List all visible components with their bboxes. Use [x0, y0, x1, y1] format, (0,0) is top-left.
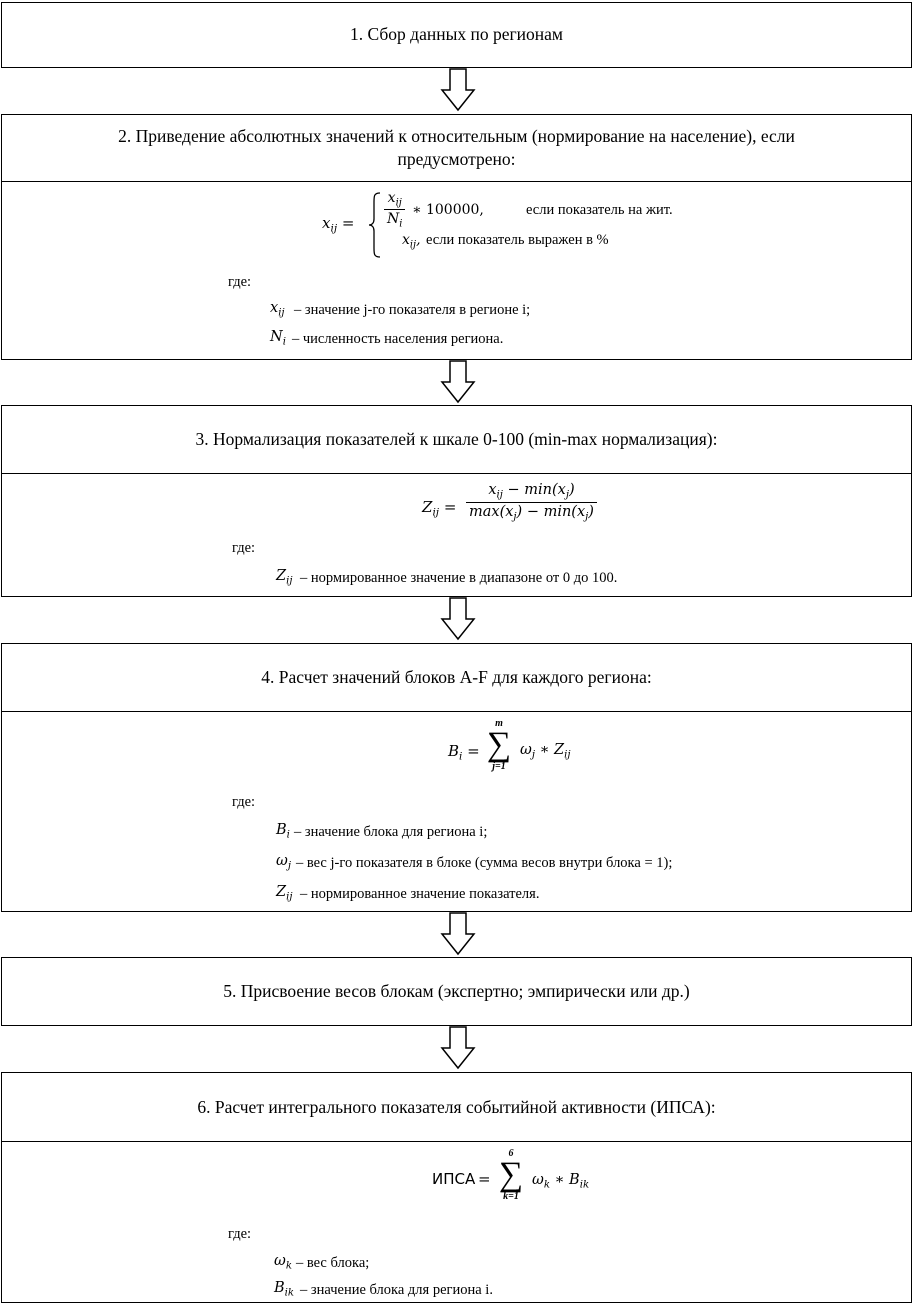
step-5-box — [1, 957, 912, 1026]
definition-item: – вес блока; — [296, 1255, 370, 1271]
arrow-down-icon — [440, 597, 476, 641]
step-3-content: $Z_{ij}$ = $\frac{x_{ij} - \min(x_j)}{\max(x_j) - \min(x_j)}$ где: $Z_{ij}$ – нормированное значение в диапазоне от 0 до 100. — [2, 474, 911, 595]
formula-ipsa: ИПСА = 6 ∑ k=1 $\omega_k$ ∗ $B_{ik}$ — [432, 1148, 590, 1202]
arrow-down-icon — [440, 912, 476, 956]
definition-item: – значение j-го показателя в регионе i; — [294, 302, 531, 318]
formula-relative-values: $x_{ij}$ = $\frac{x_{ij}}{N_i}$ ∗ 100000, если показатель на жит. $x_{ij}$, если показатель выражен в % — [322, 190, 742, 260]
step-2-content: $x_{ij}$ = $\frac{x_{ij}}{N_i}$ ∗ 100000, если показатель на жит. $x_{ij}$, если показатель выражен в % где: $x_{ij}$ – значение j-го показателя в регионе i; $N_i$ – численность населения региона. — [2, 182, 911, 358]
formula-normalization: $Z_{ij}$ = $\frac{x_{ij} - \min(x_j)}{\max(x_j) - \min(x_j)}$ — [422, 482, 682, 532]
formula-block-value: $B_i$ = m ∑ j=1 $\omega_j$ ∗ $Z_{ij}$ — [448, 718, 571, 772]
step-3-box — [1, 405, 912, 597]
definition-item: – вес j-го показателя в блоке (сумма весов внутри блока = 1); — [296, 855, 673, 871]
step-3-title: 3. Нормализация показателей к шкале 0-100 (min-max нормализация): — [2, 406, 911, 474]
step-1-box — [1, 2, 912, 68]
where-label: где: — [232, 540, 256, 556]
where-label: где: — [228, 274, 252, 290]
where-label: где: — [232, 794, 256, 810]
where-label: где: — [228, 1226, 252, 1242]
definition-item: – нормированное значение показателя. — [300, 886, 540, 902]
definition-item: – нормированное значение в диапазоне от 0 до 100. — [300, 570, 618, 586]
step-2-box — [1, 114, 912, 360]
definition-item: – значение блока для региона i. — [300, 1282, 493, 1298]
definition-item: – численность населения региона. — [292, 331, 504, 347]
arrow-down-icon — [440, 68, 476, 112]
step-6-box — [1, 1072, 912, 1303]
step-6-content: ИПСА = 6 ∑ k=1 $\omega_k$ ∗ $B_{ik}$ где: $\omega_k$ – вес блока; $B_{ik}$ – значение блока для региона i. — [2, 1142, 911, 1301]
step-2-title: 2. Приведение абсолютных значений к относительным (нормирование на население), если предусмотрено: — [2, 115, 911, 182]
arrow-down-icon — [440, 1026, 476, 1070]
step-5-title: 5. Присвоение весов блокам (экспертно; эмпирически или др.) — [223, 980, 690, 1001]
step-4-content: $B_i$ = m ∑ j=1 $\omega_j$ ∗ $Z_{ij}$ где: $B_i$ – значение блока для региона i; $\omega_j$ – вес j-го показателя в блоке (сумма весов внутри блока = 1); $Z_{ij}$ – нормированное значение показателя. — [232, 718, 673, 903]
step-4-title: 4. Расчет значений блоков A-F для каждого региона: — [2, 644, 911, 712]
definition-item: – значение блока для региона i; — [294, 824, 488, 840]
arrow-down-icon — [440, 360, 476, 404]
step-6-title: 6. Расчет интегрального показателя событийной активности (ИПСА): — [2, 1073, 911, 1142]
step-4-box — [1, 643, 912, 912]
step-1-title: 1. Сбор данных по регионам — [350, 24, 563, 44]
left-brace-icon — [368, 192, 382, 258]
